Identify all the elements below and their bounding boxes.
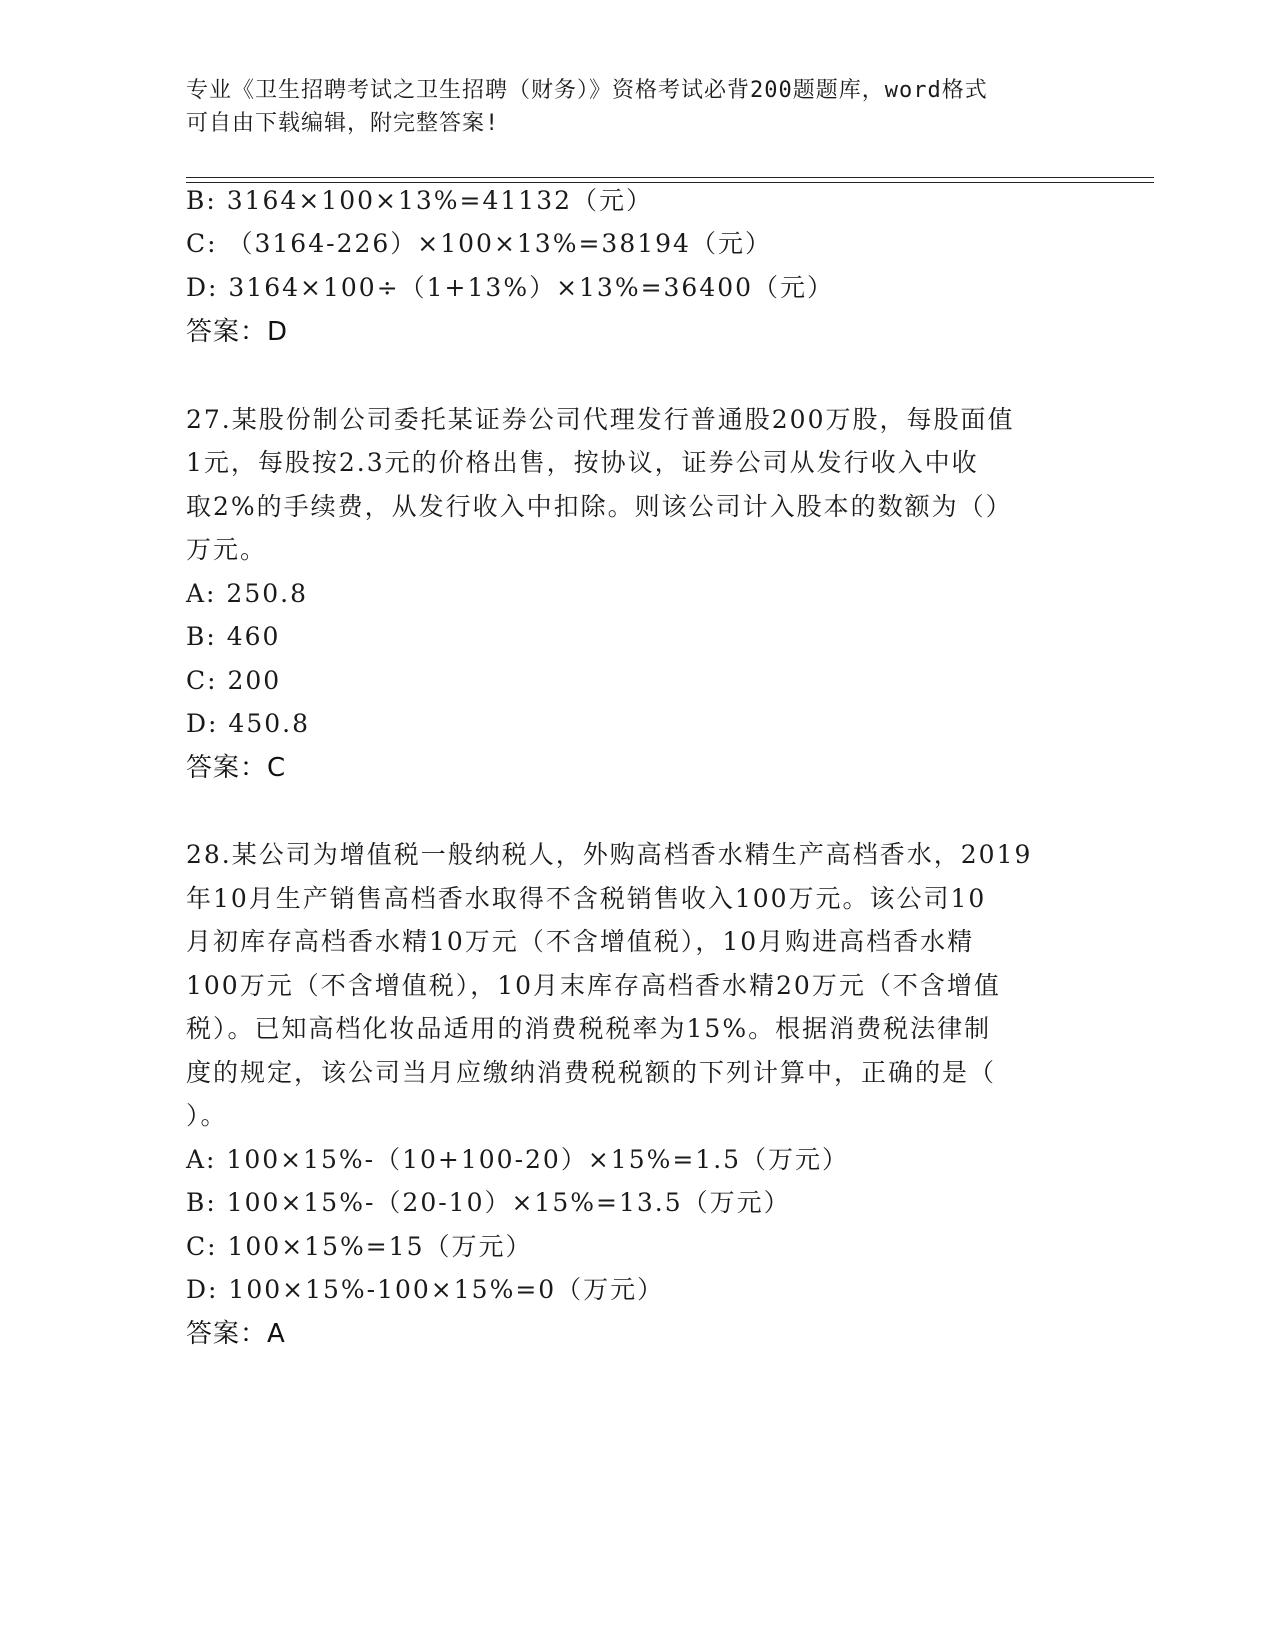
q28-answer: 答案：A [186, 1319, 286, 1349]
q28-stem-line: 100万元（不含增值税），10月末库存高档香水精20万元（不含增值 [186, 971, 1001, 1000]
q26-option-b: B: 3164×100×13%=41132（元） [186, 186, 654, 215]
q27-stem-line: 1元，每股按2.3元的价格出售，按协议，证券公司从发行收入中收 [186, 448, 979, 477]
q26-option-c: C: （3164-226）×100×13%=38194（元） [186, 229, 772, 258]
header-divider-top [186, 177, 1154, 178]
q28-stem-line: 月初库存高档香水精10万元（不含增值税），10月购进高档香水精 [186, 927, 975, 956]
q27-option-b: B: 460 [186, 622, 281, 651]
q28-stem-line: 度的规定，该公司当月应缴纳消费税税额的下列计算中，正确的是（ [186, 1058, 997, 1087]
q28-stem-line: 年10月生产销售高档香水取得不含税销售收入100万元。该公司10 [186, 884, 987, 913]
q28-stem-line: ）。 [186, 1101, 228, 1130]
q27-stem-line: 万元。 [186, 535, 268, 564]
title-line-1: 专业《卫生招聘考试之卫生招聘（财务）》资格考试必背200题题库，word格式 [186, 78, 988, 103]
title-line-2: 可自由下载编辑，附完整答案! [186, 111, 500, 136]
q26-option-d: D: 3164×100÷（1+13%）×13%=36400（元） [186, 273, 835, 302]
q26-answer: 答案：D [186, 317, 289, 347]
q27-option-d: D: 450.8 [186, 709, 310, 738]
q28-option-a: A: 100×15%-（10+100-20）×15%=1.5（万元） [186, 1145, 850, 1174]
q27-option-c: C: 200 [186, 666, 282, 695]
q27-stem-line: 取2%的手续费，从发行收入中扣除。则该公司计入股本的数额为（） [186, 492, 1013, 521]
header-divider-bottom [186, 182, 1154, 183]
q28-option-c: C: 100×15%=15（万元） [186, 1232, 533, 1261]
q27-answer: 答案：C [186, 753, 287, 783]
q28-option-b: B: 100×15%-（20-10）×15%=13.5（万元） [186, 1188, 791, 1217]
q28-option-d: D: 100×15%-100×15%=0（万元） [186, 1275, 665, 1304]
q27-option-a: A: 250.8 [186, 579, 308, 608]
q28-stem-line: 税）。已知高档化妆品适用的消费税税率为15%。根据消费税法律制 [186, 1014, 992, 1043]
q28-stem-line: 28.某公司为增值税一般纳税人，外购高档香水精生产高档香水，2019 [186, 840, 1033, 869]
document-title [186, 74, 1086, 140]
q27-stem-line: 27.某股份制公司委托某证券公司代理发行普通股200万股，每股面值 [186, 405, 1015, 434]
